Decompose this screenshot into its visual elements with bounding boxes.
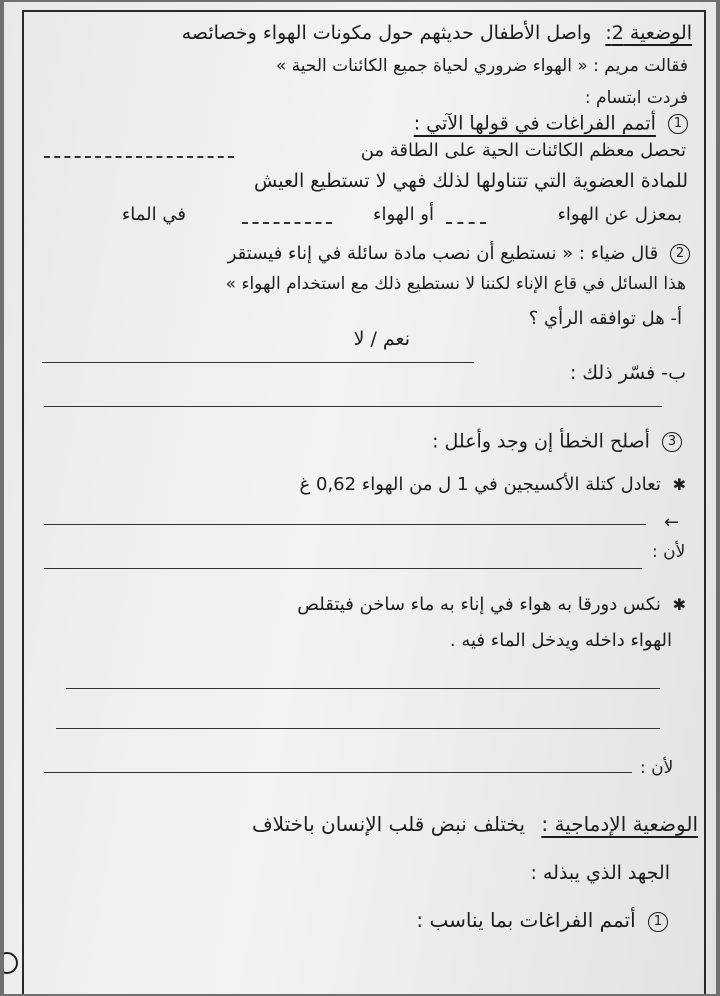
integration-q1-number: 1	[648, 912, 668, 932]
q3-item1-correction-line[interactable]	[44, 524, 646, 525]
q1-blank-2[interactable]	[446, 222, 486, 224]
q2-part-a: أ- هل توافقه الرأي ؟	[528, 308, 682, 329]
q1-number: 1	[668, 114, 688, 134]
worksheet-page	[4, 2, 716, 994]
q3-item2-row	[297, 596, 686, 614]
q1-title-row	[414, 114, 688, 134]
q3-title: أصلح الخطأ إن وجد وأعلل :	[432, 430, 650, 453]
q2-part-b-answer-line[interactable]	[44, 406, 662, 407]
left-arrow-icon: ←	[664, 512, 680, 533]
q1-title: أتمم الفراغات في قولها الآتي :	[413, 112, 656, 135]
q1-line3-c: في الماء	[121, 204, 186, 225]
integration-line2: الجهد الذي يبذله :	[530, 862, 670, 884]
q3-item1-because-label: لأن :	[652, 542, 686, 562]
integration-q1-title: أتمم الفراغات بما يناسب :	[416, 908, 636, 932]
q2-part-b: ب- فسّر ذلك :	[569, 362, 686, 384]
q1-line1: تحصل معظم الكائنات الحية على الطاقة من	[360, 140, 686, 161]
q3-title-row	[432, 432, 682, 452]
q3-item2-line1: نكس دورقا به هواء في إناء به ماء ساخن فيتقلص	[297, 594, 661, 615]
situation2-intro-line3: فردت ابتسام :	[584, 88, 688, 108]
q1-line3-a: بمعزل عن الهواء	[557, 204, 682, 225]
q2-number: 2	[670, 244, 690, 264]
q2-line2: هذا السائل في قاع الإناء لكننا لا نستطيع ذلك مع استخدام الهواء »	[225, 274, 686, 294]
bullet-star-icon: ✱	[672, 595, 686, 614]
q3-item1-row	[300, 476, 686, 494]
q2-line1: قال ضياء : « نستطيع أن نصب مادة سائلة في إناء فيستقر	[227, 243, 659, 264]
corner-mark	[4, 952, 18, 974]
integration-heading: الوضعية الإدماجية :	[541, 812, 698, 836]
q3-item2-because-line[interactable]	[44, 772, 632, 773]
q2-part-a-answer-line[interactable]	[42, 362, 474, 363]
integration-q1-row	[416, 910, 668, 932]
situation2-intro-line1: واصل الأطفال حديثهم حول مكونات الهواء وخصائصه	[181, 22, 592, 44]
q1-line2: للمادة العضوية التي تتناولها لذلك فهي لا تستطيع العيش	[254, 170, 688, 192]
q3-item2-correction-line-2[interactable]	[56, 728, 660, 729]
q3-item1: تعادل كتلة الأكسيجين في 1 ل من الهواء 0,62 غ	[299, 474, 661, 495]
bullet-star-icon: ✱	[672, 475, 686, 494]
q1-blank-1[interactable]	[44, 156, 234, 158]
q3-item2-line2: الهواء داخله ويدخل الماء فيه .	[449, 630, 672, 651]
integration-line1: يختلف نبض قلب الإنسان باختلاف	[251, 812, 526, 836]
q1-line3-b: أو الهواء	[373, 204, 434, 225]
q3-item2-correction-line-1[interactable]	[66, 688, 660, 689]
q3-item2-because-label: لأن :	[640, 758, 674, 778]
situation2-heading: الوضعية 2:	[605, 22, 692, 44]
q3-item1-because-line[interactable]	[44, 568, 642, 569]
situation2-intro-line2: فقالت مريم : « الهواء ضروري لحياة جميع الكائنات الحية »	[275, 56, 688, 76]
q2-line1-row	[228, 244, 690, 264]
q3-number: 3	[662, 432, 682, 452]
integration-heading-row	[252, 814, 698, 834]
situation2-intro-row	[182, 24, 692, 43]
q1-blank-3[interactable]	[242, 222, 332, 224]
q2-part-a-options[interactable]: نعم / لا	[353, 328, 410, 350]
